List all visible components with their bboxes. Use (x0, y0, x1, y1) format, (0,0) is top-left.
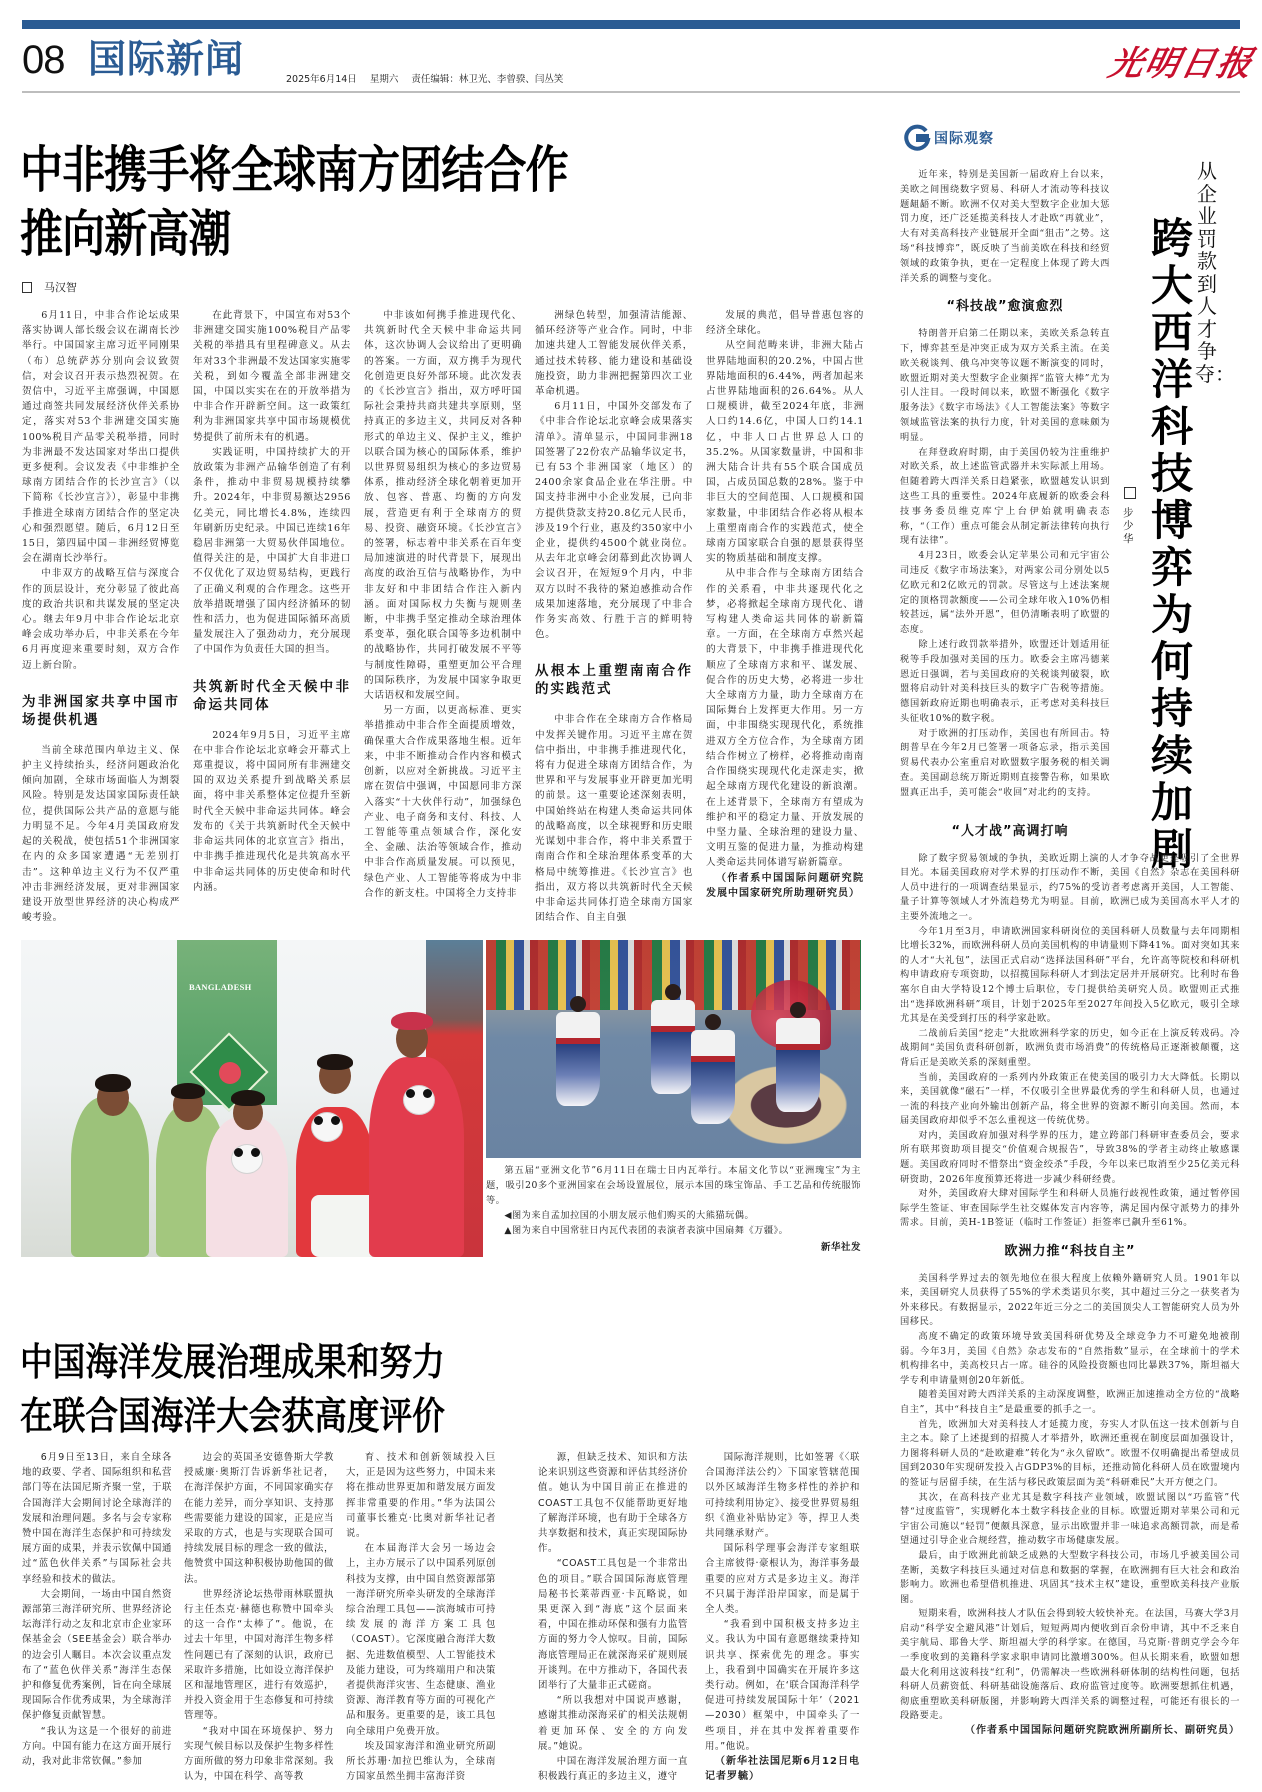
article1-column-4 (535, 308, 693, 925)
photo-bangladesh-children (21, 940, 483, 1257)
paragraph: 6月11日，中国外交部发布了《中非合作论坛北京峰会成果落实清单》。清单显示，中国同非洲18国签署了22份农产品输华议定书，已有53个非洲国家（地区）的2400余家食品企业在华注册。中国支持非洲中小企业发展，已向非方提供贷款支持20.8亿元人民币，涉及19个行业，惠及约350家中小企业，提供约4500个就业岗位。从去年北京峰会闭幕到此次协调人会议召开，在短短9个月内，中非双方以时不我待的紧迫感推动合作成果加速落地，充分展现了中非合作务实高效、行胜于言的鲜明特色。 (535, 401, 693, 641)
paragraph: 国际海洋规则，比如签署《〈联合国海洋法公约〉下国家管辖范围以外区域海洋生物多样性的养护和可持续利用协定》、接受世界贸易组织《渔业补贴协定》等，捍卫人类共同继承财产。 (705, 1452, 860, 1540)
article2-column-1 (22, 1450, 172, 1769)
article3-section-2 (900, 825, 1240, 1739)
photo-fan-dance (486, 940, 861, 1158)
page-number: 08 (22, 38, 65, 82)
article2-column-4 (538, 1450, 688, 1784)
paragraph: 当前全球范围内单边主义、保护主义持续抬头，经济问题政治化倾向加剧，全球市场面临人为割裂风险。特别是发达国家国际责任缺位，提供国际公共产品的意愿与能力明显不足。今年4月美国政府发起的关税战，使包括51个非洲国家在内的众多国家遭遇“无差别打击”。这种单边主义行为不仅严重冲击非洲经济发展，更对非洲国家建设开放型世界经济的决心构成严峻考验。 (22, 744, 180, 924)
paragraph: 近年来，特别是美国新一届政府上台以来，美欧之间围绕数字贸易、科研人才流动等科技议题龃龉不断。欧洲不仅对美大型数字企业加大惩罚力度，还广泛延揽美科技人才赴欧“再就业”，大有对美高科技产业链展开全面“狙击”之势。这场“科技博弈”，既反映了当前美欧在科技和经贸领域的政策争执，更在一定程度上体现了跨大西洋关系的调整与变化。 (900, 169, 1110, 284)
issue-editors: 责任编辑：林卫光、李曾骙、闫丛笑 (411, 74, 564, 85)
paragraph: 除了数字贸易领域的争执，美欧近期上演的人才争夺战更是吸引了全世界目光。本届美国政府对学术界的打压动作不断，美国《自然》杂志在美国科研人员中进行的一项调查结果显示，约75%的受访者考虑离开美国，人工智能、量子计算等领域人才外流趋势尤为明显。目前，欧洲已成为美国高水平人才的主要外流地之一。 (900, 852, 1240, 922)
article1-subhead-2: 共筑新时代全天候中非命运共同体 (193, 678, 351, 713)
issue-weekday: 星期六 (369, 74, 399, 85)
flag-red-disc (219, 1062, 241, 1084)
article1-headline-line1: 中非携手将全球南方团结合作 (20, 141, 568, 199)
child-hair (171, 1083, 205, 1099)
article3-intro (900, 168, 1110, 801)
paragraph: 除上述行政罚款举措外，欧盟还计划适用征税等手段加强对美国的压力。欧委会主席冯德莱恩近日强调，若与美国政府的关税谈判破裂，欧盟将启动针对美科技巨头的数字广告税等措施。德国新政府近期也明确表示，正考虑对美科技巨头征收10%的数字税。 (900, 638, 1110, 724)
paragraph: 在此背景下，中国宣布对53个非洲建交国实施100%税目产品零关税的举措具有里程碑意义。从去年对33个非洲最不发达国家实施零关税，到如今覆盖全部非洲建交国，中国以实实在在的开放举措为中非合作开辟新空间。这一政策红利为非洲国家共享中国市场规模优势提供了前所未有的机遇。 (193, 310, 351, 443)
paragraph: 特朗普开启第二任期以来，美欧关系急转直下，博弈甚至是冲突正成为双方关系主流。在美欧关税谈判、俄乌冲突等议题不断演变的同时，欧盟近期对美大型数字企业频挥“监管大棒”尤为引人注目。一段时间以来，欧盟不断强化《数字服务法》《数字市场法》《人工智能法案》等数字领域监管法案的执行力度，针对美国的意味颇为明显。 (900, 328, 1110, 443)
article1-column-1 (22, 308, 180, 925)
article1-column-5 (706, 308, 864, 901)
paragraph: 在拜登政府时期，由于美国仍较为注重维护对欧关系，故上述监管武器并未实际派上用场。但随着跨大西洋关系日趋紧张，欧盟越发认识到这些工具的重要性。2024年底履新的欧委会科技事务委员维克库宁上台伊始就明确表态称，“（工作）重点可能会从制定新法律转向执行现有法律”。 (900, 446, 1110, 547)
paragraph: 实践证明，中国持续扩大的开放政策为非洲产品输华创造了有利条件，推动中非贸易规模持续攀升。2024年，中非贸易额达2956亿美元，同比增长4.8%，连续四年刷新历史纪录。中国已连续16年稳居非洲第一大贸易伙伴国地位。值得关注的是，中国扩大自非进口不仅优化了双边贸易结构，更践行了正确义利观的合作理念。这些开放举措既增强了国内经济循环的韧性和活力，也为促进国际循环高质量发展注入了强劲动力，充分展现了中国作为负责任大国的担当。 (193, 446, 351, 656)
paragraph: 其次，在高科技产业尤其是数字科技产业领域，欧盟试图以“巧监管”代替“过度监管”，实现孵化本土数字科技企业的目标。欧盟近期对苹果公司和元宇宙公司施以“轻罚”便颇具深意，显示出欧盟并非一味追求高额罚款，而是希望通过引导企业合规经营，推动数字市场健康发展。 (900, 1491, 1240, 1547)
gift-bag (311, 1195, 377, 1257)
article3-subhead-1: “科技战”愈演愈烈 (946, 299, 1064, 315)
paragraph: 2024年9月5日，习近平主席在中非合作论坛北京峰会开幕式上郑重提议，将中国同所有非洲建交国的双边关系提升到战略关系层面，将中非关系整体定位提升至新时代全天候中非命运共同体。峰会发布的《关于共筑新时代全天候中非命运共同体的北京宣言》指出，中非携手推进现代化是共筑高水平中非命运共同体的历史使命和时代内涵。 (193, 729, 351, 893)
paragraph: 从中非合作与全球南方团结合作的关系看，中非共逐现代化之梦，必将掀起全球南方现代化、谱写构建人类命运共同体的崭新篇章。一方面，在全球南方卓然兴起的大背景下，中非携手推进现代化顺应了全球南方求和平、谋发展、促合作的历史大势，必将进一步壮大全球南方力量，助力全球南方在国际舞台上发挥更大作用。另一方面，中非围绕实现现代化，系统推进双方全方位合作，为全球南方团结合作树立了榜样，必将推动南南合作围绕实现现代化走深走实，掀起全球南方现代化建设的新浪潮。在上述背景下，全球南方有望成为维护和平的稳定力量、开放发展的中坚力量、全球治理的建设力量、文明互鉴的促进力量，为推动构建人类命运共同体谱写崭新篇章。 (706, 568, 864, 869)
paragraph: 对外，美国政府大肆对国际学生和科研人员施行歧视性政策，通过暂停国际学生签证、审查国际学生社交媒体发言内容等，满足国内保守派势力的排外需求。目前，美H-1B签证（临时工作签证）拒签率已飙升至61%。 (900, 1188, 1240, 1229)
paragraph: 在本届海洋大会另一场边会上，主办方展示了以中国系列原创科技为支撑，由中国自然资源部第一海洋研究所牵头研发的全球海洋综合治理工具包——滨海城市可持续发展的海洋方案工具包（COAST）。它深度融合海洋大数据、先进数值模型、人工智能技术及能力建设，可为终端用户和决策者提供海洋灾害、生态健康、渔业资源、海洋教育等方面的可视化产品和服务。更重要的是，该工具包向全球用户免费开放。 (346, 1543, 496, 1737)
article2-headline (20, 1335, 445, 1443)
column-badge-label: 国际观察 (934, 131, 994, 147)
paragraph: “我对中国在环境保护、努力实现气候目标以及保护生物多样性方面所做的努力印象非常深刻。我认为，中国在科学、高等教 (184, 1725, 334, 1783)
paragraph: 当前，美国政府的一系列内外政策正在使美国的吸引力大大降低。长期以来，美国就像“磁石”一样，不仅吸引全世界最优秀的学生和科研人员，也通过一流的科技产业向外输出创新产品，将全世界的资源不断引向美国。然而，本届美国政府却似乎不怎么重视这一传统优势。 (900, 1071, 1240, 1127)
paragraph: “我看到中国积极支持多边主义。我认为中国有意愿继续秉持知识共享、探索优先的理念。事实上，我看到中国确实在开展许多这类行动。例如，在‘联合国海洋科学促进可持续发展国际十年’（2021—2030）框架中，中国牵头了一些项目，并在其中发挥着重要作用。”他说。 (705, 1619, 860, 1752)
paragraph: 二战前后美国“挖走”大批欧洲科学家的历史，如今正在上演反转戏码。冷战期间“美国负责科研创新，欧洲负责市场消费”的传统格局正逐渐被颠覆，这背后正是美欧关系的深刻重塑。 (900, 1027, 1240, 1068)
dancer-figure (651, 984, 695, 1094)
paragraph: 对于欧洲的打压动作，美国也有所回击。特朗普早在今年2月已签署一项备忘录，指示美国贸易代表办公室重启对欧盟数字服务税的相关调查。美国副总统万斯近期则直接警告称，如果欧盟真正出手，美可能会“收回”对北约的支持。 (900, 727, 1110, 798)
article3-author: 步少华 (1123, 507, 1134, 545)
article1-subhead-1: 为非洲国家共享中国市场提供机遇 (22, 693, 180, 728)
article1-subhead-3: 从根本上重塑南南合作的实践范式 (535, 663, 693, 698)
article2-column-3 (346, 1450, 496, 1784)
article1-column-2 (193, 308, 351, 895)
article2-headline-line2: 在联合国海洋大会获高度评价 (20, 1394, 445, 1438)
paragraph: 边会的英国圣安德鲁斯大学教授威廉·奥斯汀告诉新华社记者，在海洋保护方面，不同国家确实存在能力差异，而分享知识、支持那些需要能力建设的国家，正是应当采取的方式，也是与实现联合国可持续发展目标的理念一致的做法，他赞赏中国这种积极协助他国的做法。 (184, 1452, 334, 1585)
caption-left-photo: ◀图为来自孟加拉国的小朋友展示他们购买的大熊猫玩偶。 (504, 1210, 755, 1221)
newspaper-logo: 光明日报 (1105, 44, 1258, 84)
dancer-head (705, 1014, 721, 1030)
paragraph: 首先，欧洲加大对美科技人才延揽力度，夯实人才队伍这一技术创新与自主之本。除了上述提到的招揽人才举措外，欧洲还重视在制度层面加强设计，力图将科研人员的“赴欧避难”转化为“永久留欧”。欧盟不仅明确提出希望成员国到2030年实现研发投入占GDP3%的目标，还推动简化科研人员在欧盟境内的签证与居留手续，在生活与移民政策层面为美“科研难民”大开方便之门。 (900, 1418, 1240, 1488)
column-badge (904, 124, 994, 152)
panda-toy (403, 1085, 435, 1115)
paragraph: 中非双方的战略互信与深度合作的顶层设计，充分彰显了彼此高度的政治共识和共谋发展的坚定决心。继去年9月中非合作论坛北京峰会成功举办后，中非关系在今年6月再度迎来重要时刻，双方合作迈上新台阶。 (22, 568, 180, 671)
child-hair (317, 1054, 353, 1070)
paragraph: 6月11日，中非合作论坛成果落实协调人部长级会议在湖南长沙举行。中国国家主席习近平同刚果（布）总统萨苏分别向会议致贺信，对会议召开表示热烈祝贺。在贺信中，习近平主席强调，中国愿通过商签共同发展经济伙伴关系协定，落实对53个非洲建交国实施100%税目产品零关税举措，同时为非洲最不发达国家对华出口提供更多便利。会议发表《中非维护全球南方团结合作的长沙宣言》（以下简称《长沙宣言》），彰显中非携手推进全球南方团结合作的坚定决心和强烈愿望。随后，6月12日至15日，第四届中国－非洲经贸博览会在湖南长沙举行。 (22, 310, 180, 565)
child-hair (231, 1090, 265, 1106)
article3-subhead-3: 欧洲力推“科技自主” (1004, 1244, 1136, 1260)
article1-headline-line2: 推向新高潮 (20, 205, 231, 263)
panda-toy (231, 1144, 263, 1174)
paragraph: 中非该如何携手推进现代化、共筑新时代全天候中非命运共同体，这次协调人会议给出了更明确的答案。一方面，双方携手为现代化创造更良好外部环境。此次发表的《长沙宣言》指出，双方呼吁国际社会秉持共商共建共享原则，坚持真正的多边主义，共同反对各种形式的单边主义、保护主义，维护以联合国为核心的国际体系，维护以世界贸易组织为核心的多边贸易体系，推动经济全球化朝着更加开放、包容、普惠、均衡的方向发展，营造更有利于全球南方的贸易、投资、融资环境。《长沙宣言》的签署，标志着中非关系在百年变局加速演进的时代背景下，展现出高度的政治互信与战略协作，为中非友好和中非团结合作注入新内涵。面对国际权力失衡与规则垄断，中非携手坚定推动全球治理体系变革，强化联合国等多边机制中的战略协作，共同打破发展不平等与制度性障碍，重塑更加公平合理的国际秩序，为发展中国家争取更大话语权和发展空间。 (364, 310, 522, 702)
article1-byline (22, 279, 77, 295)
article3-author-note: （作者系中国国际问题研究院欧洲所副所长、副研究员） (965, 1725, 1240, 1737)
article1-column-3 (364, 308, 522, 901)
article1-author-note: （作者系中国国际问题研究院发展中国家研究所助理研究员） (706, 872, 864, 899)
paragraph: 对内，美国政府加强对科学界的压力，建立跨部门科研审查委员会，要求所有联邦资助项目提交“价值观合规报告”，导致38%的学者主动终止敏感课题。美国政府同时不惜祭出“资金绞杀”手段，今年以来已取消至少25亿美元科研资助，2026年度预算还将进一步减少科研经费。 (900, 1129, 1240, 1185)
article2-dateline: （新华社法国尼斯6月12日电 记者罗毓） (705, 1756, 871, 1783)
paragraph: 美国科学界过去的领先地位在很大程度上依赖外籍研究人员。1901年以来，美国研究人员获得了55%的学术类诺贝尔奖，其中超过三分之一获奖者为外来移民。有数据显示，2022年近三分之二的美国顶尖人工智能研究人员为外国移民。 (900, 1272, 1240, 1328)
paragraph: 世界经济论坛热带雨林联盟执行主任杰克·赫德也称赞中国牵头的这一合作“太棒了”。他说，在过去十年里，中国对海洋生物多样性问题已有了深刻的认识，政府已采取许多措施，比如设立海洋保护区和湿地管理区，进行有效巡护，并投入资金用于生态修复和可持续管理等。 (184, 1588, 334, 1722)
paragraph: 6月9日至13日，来自全球各地的政要、学者、国际组织和私营部门等在法国尼斯齐聚一堂，于联合国海洋大会期间讨论全球海洋的发展和治理问题。多名与会专家称赞中国在海洋生态保护和可持续发展方面的成果，并表示钦佩中国通过“蓝色伙伴关系”与国际社会共享经验和技术的做法。 (22, 1452, 172, 1585)
paragraph: 国际科学理事会海洋专家组联合主席彼得·豪根认为，海洋事务最重要的应对方式是多边主义。海洋不只属于海洋沿岸国家，而是属于全人类。 (705, 1543, 860, 1616)
article2-column-2 (184, 1450, 334, 1784)
article3-subhead-2: “人才战”高调打响 (951, 824, 1069, 839)
byline-box-icon (1124, 487, 1136, 499)
photo-credit: 新华社发 (820, 1242, 861, 1253)
article1-headline (20, 138, 568, 266)
dancer-head (665, 984, 681, 1000)
dancer-head (790, 1002, 806, 1018)
paragraph: 随着美国对跨大西洋关系的主动深度调整，欧洲正加速推动全方位的“战略自主”，其中“科技自主”是最重要的抓手之一。 (900, 1389, 1240, 1415)
paragraph: “COAST工具包是一个非常出色的项目。”联合国国际海底管理局秘书长莱蒂西亚·卡瓦略说，如果更深入到“海底”这个层面来看，中国在推动环保和强有力监管方面的努力令人惊叹。目前，国际海底管理局正在就深海采矿规则展开谈判。在中方推动下，各国代表团举行了大量非正式磋商。 (538, 1558, 688, 1692)
paragraph: 短期来看，欧洲科技人才队伍会得到较大较快补充。在法国，马赛大学3月启动“科学安全避风港”计划后，短短两周内便收到百余份申请，其中不乏来自美宇航局、耶鲁大学、斯坦福大学的科学家。在德国，马克斯·普朗克学会今年一季度收到的美籍科学家求职申请同比激增300%。但从长期来看，欧盟如想最大化利用这波科技“红利”，仍需解决一些欧洲科研体制的结构性问题，包括科研人员薪资低、科研基础设施落后、政府监管过度等。欧洲要想抓住机遇，彻底重塑欧美科研版图，并影响跨大西洋关系的调整过程，可能还有很长的一段路要走。 (900, 1608, 1240, 1722)
dancer-figure (776, 1002, 820, 1112)
article3-byline (1123, 487, 1137, 546)
dancer-figure (556, 996, 600, 1106)
issue-info (286, 71, 573, 85)
child-figure (206, 1117, 288, 1257)
g-logo-icon (904, 124, 932, 152)
photo-caption (486, 1163, 861, 1255)
paragraph: “我认为这是一个很好的前进方向。中国有能力在这方面开展行动，我对此非常钦佩。”参加 (22, 1725, 172, 1768)
issue-date: 2025年6月14日 (286, 74, 357, 85)
paragraph: 中国在海洋发展治理方面一直积极践行真正的多边主义，遵守 (538, 1756, 688, 1783)
paragraph: 中非合作在全球南方合作格局中发挥关键作用。习近平主席在贺信中指出，中非携手推进现代化，将有力促进全球南方团结合作，为世界和平与发展事业开辟更加光明的前景。这一重要论述深刻表明，中国始终站在构建人类命运共同体的战略高度，以全球视野和历史眼光谋划中非合作，将中非关系置于南南合作和全球治理体系变革的大格局中统筹推进。《长沙宣言》也指出，双方将以共筑新时代全天候中非命运共同体打造全球南方国家团结合作、自主自强 (535, 714, 693, 924)
article3-headline: 跨大西洋科技博弈为何持续加剧 (1150, 214, 1193, 874)
byline-box-icon (22, 282, 32, 293)
top-color-bar (22, 20, 1240, 29)
paragraph: “所以我想对中国说声感谢，感谢其推动深海采矿的相关法规朝着更加环保、安全的方向发展。”她说。 (538, 1695, 688, 1752)
paragraph: 发展的典范，倡导普惠包容的经济全球化。 (706, 310, 864, 337)
flower-crown (391, 1012, 433, 1030)
paragraph: 洲绿色转型，加强清洁能源、循环经济等产业合作。同时，中非加速共建人工智能发展伙伴关系，通过技术转移、能力建设和基础设施投资，助力非洲把握第四次工业革命机遇。 (535, 310, 693, 398)
dancer-figure (691, 1014, 735, 1124)
section-title: 国际新闻 (88, 37, 245, 81)
paragraph: 4月23日，欧委会认定苹果公司和元宇宙公司违反《数字市场法案》，对两家公司分别处以5亿欧元和2亿欧元的罚款。尽管这与上述法案规定的顶格罚款额度——公司全球年收入10%仍相较甚远，属“法外开恩”，但仍清晰表明了欧盟的态度。 (900, 550, 1110, 636)
paragraph: 最后，由于欧洲此前缺乏成熟的大型数字科技公司，市场几乎被美国公司垄断，美数字科技巨头通过对信息和数据的掌握，在欧洲拥有巨大社会和政治影响力。欧洲也希望借机推进、巩固其“技术主权”建设，重塑欧美科技产业版图。 (900, 1549, 1240, 1605)
article2-column-5 (705, 1450, 871, 1784)
caption-up-photo: ▲图为来自中国常驻日内瓦代表团的表演者表演中国扇舞《万疆》。 (504, 1225, 789, 1236)
paragraph: 高度不确定的政策环境导致美国科研优势及全球竞争力不可避免地被削弱。今年3月，美国《自然》杂志发布的“自然指数”显示，在全球前十的学术机构排名中，美高校只占一席。硅谷的风险投资额也同比暴跌37%，斯坦福大学专利申请量则创20年新低。 (900, 1331, 1240, 1386)
bangladesh-banner-text: BANGLADESH (189, 982, 252, 992)
paragraph: 育、技术和创新领域投入巨大，正是因为这些努力，中国未来将在推动世界更加和谐发展方面发挥非常重要的作用。”华为法国公司董事长雅克·比奥对新华社记者说。 (346, 1452, 496, 1540)
paragraph: 另一方面，以更高标准、更实举措推动中非合作全面提质增效，确保重大合作成果落地生根。近年来，中非不断推动合作内容和模式创新，以应对全新挑战。习近平主席在贺信中强调，中国愿同非方深入落实“十大伙伴行动”，加强绿色产业、电子商务和支付、科技、人工智能等重点领域合作，深化安全、金融、法治等领域合作，推动中非合作高质量发展。可以预见，绿色产业、人工智能等将成为中非合作的新支柱。中国将全力支持非 (364, 705, 522, 899)
paragraph: 埃及国家海洋和渔业研究所副所长苏珊·加拉巴维认为，全球南方国家虽然坐拥丰富海洋资 (346, 1740, 496, 1783)
article2-headline-line1: 中国海洋发展治理成果和努力 (20, 1340, 445, 1384)
paragraph: 源，但缺乏技术、知识和方法论来识别这些资源和评估其经济价值。她认为中国目前正在推进的COAST工具包不仅能帮助更好地了解海洋环境，也有助于全球各方共享数据和技术，真正实现国际协作。 (538, 1452, 688, 1555)
child-hair (95, 1074, 131, 1092)
caption-main: 第五届“亚洲文化节”6月11日在瑞士日内瓦举行。本届文化节以“亚洲瑰宝”为主题，吸引20多个亚洲国家在会场设置展位，展示本国的珠宝饰品、手工艺品和传统服饰等。 (486, 1165, 861, 1206)
article3-kicker: 从企业罚款到人才争夺： (1195, 159, 1235, 386)
panda-toy (311, 1112, 343, 1142)
article1-author: 马汉智 (44, 281, 77, 294)
child-figure (71, 1097, 149, 1257)
dancer-head (570, 996, 586, 1012)
paragraph: 今年1月至3月，申请欧洲国家科研岗位的美国科研人员数量与去年同期相比增长32%，而欧洲科研人员向美国机构的申请量则下降41%。面对突如其来的人才“大礼包”，法国正式启动“选择法国科研”平台，允许高等院校和科研机构申请政府专项资助，以招揽国际科研人才到法定居并开展研究。比利时布鲁塞尔自由大学特设12个博士后职位，专门提供给美研究人员。欧盟则正式推出“选择欧洲科研”项目，计划于2025年至2027年间投入5亿欧元，吸引全球尤其是在美受到打压的科学家赴欧。 (900, 925, 1240, 1025)
paragraph: 大会期间，一场由中国自然资源部第三海洋研究所、世界经济论坛海洋行动之友和北京市企业家环保基金会（SEE基金会）联合举办的边会引人瞩目。本次会议重点发布了“蓝色伙伴关系”海洋生态保护和修复优秀案例，旨在向全球展现国际合作优秀成果，为全球海洋保护修复贡献智慧。 (22, 1588, 172, 1722)
paragraph: 从空间范畴来讲，非洲大陆占世界陆地面积的20.2%，中国占世界陆地面积的6.44%，两者加起来占世界陆地面积的26.64%。从人口规模讲，截至2024年底，非洲人口约14.6亿，中国人口约14.1亿，中非人口占世界总人口的35.2%。从国家数量讲，中国和非洲大陆合计共有55个联合国成员国，占成员国总数的28%。鉴于中非巨大的空间范围、人口规模和国家数量，中非团结合作必将从根本上重塑南南合作的实践范式，使全球南方国家联合自强的愿景获得坚实的物质基础和制度支撑。 (706, 340, 864, 565)
masthead-divider (22, 91, 1240, 93)
